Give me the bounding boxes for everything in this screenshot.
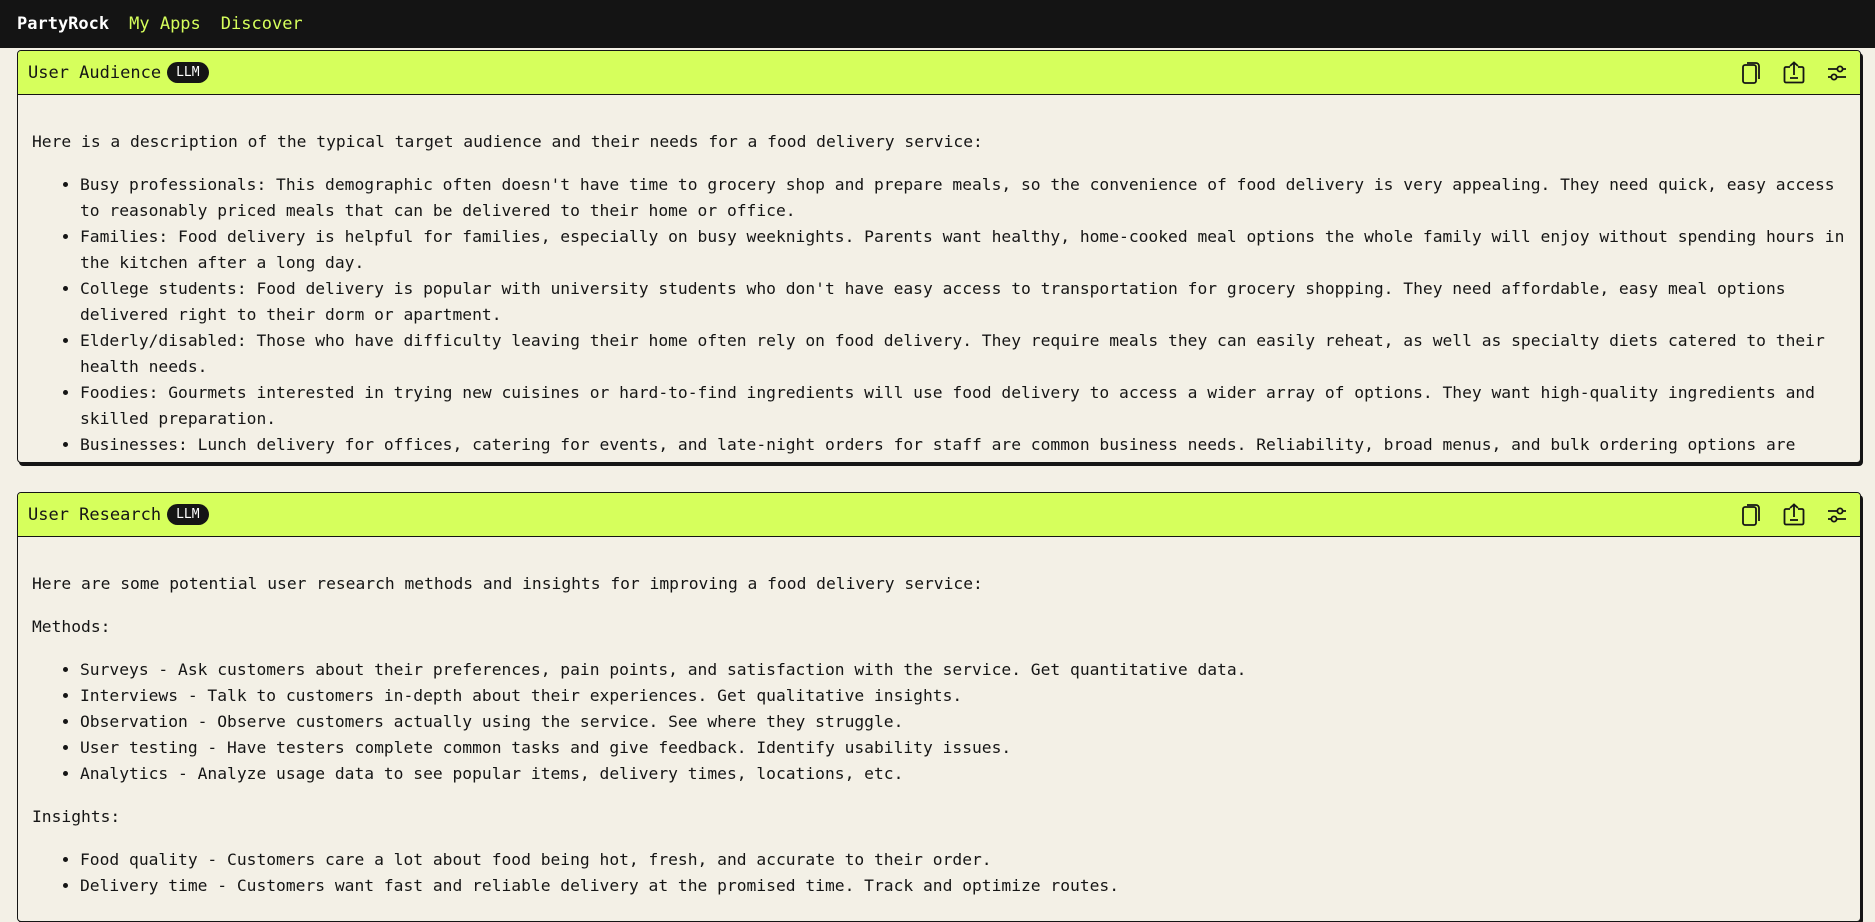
list-item: • Surveys - Ask customers about their preferences, pain points, and satisfaction with the service. Get quantitative data. [80,657,1846,683]
nav-discover[interactable]: Discover [220,14,303,34]
output-intro: Here is a description of the typical target audience and their needs for a food delivery service: [32,132,983,151]
widget-title: User Audience [28,62,162,83]
widget-header [18,493,1860,537]
list-item: • Businesses: Lunch delivery for offices, catering for events, and late-night orders for staff are common business needs. Reliability, broad menus, and bulk ordering options are [80,432,1846,458]
llm-badge: LLM [167,504,208,525]
widget-actions [1737,59,1850,86]
copy-icon[interactable] [1737,59,1764,86]
methods-list [32,657,1846,787]
audience-list [32,172,1846,458]
list-item: • Food quality - Customers care a lot about food being hot, fresh, and accurate to their order. [80,847,1846,873]
widget-actions [1737,501,1850,528]
widget-user-audience [17,50,1861,463]
list-item: • Busy professionals: This demographic often doesn't have time to grocery shop and prepare meals, so the convenience of food delivery is very appealing. They need quick, easy access to reasonably priced meals that can be delivered to their home or office. [80,172,1846,224]
list-item: • User testing - Have testers complete common tasks and give feedback. Identify usability issues. [80,735,1846,761]
widget-output [18,537,1860,899]
output-intro: Here are some potential user research methods and insights for improving a food delivery service: [32,574,983,593]
list-item: • Analytics - Analyze usage data to see popular items, delivery times, locations, etc. [80,761,1846,787]
list-item: • Families: Food delivery is helpful for families, especially on busy weeknights. Parents want healthy, home-cooked meal options the whole family will enjoy without spending hours in the kitchen after a long day. [80,224,1846,276]
insights-list [32,847,1846,899]
list-item: • Delivery time - Customers want fast and reliable delivery at the promised time. Track and optimize routes. [80,873,1846,899]
widget-output [18,95,1860,458]
widget-title: User Research [28,504,162,525]
nav-my-apps[interactable]: My Apps [129,14,201,34]
list-item: • Observation - Observe customers actually using the service. See where they struggle. [80,709,1846,735]
brand-logo[interactable]: PartyRock [17,14,110,34]
widget-user-research [17,492,1861,922]
top-nav-bar [0,0,1875,48]
share-icon[interactable] [1780,501,1807,528]
insights-heading: Insights: [32,807,121,826]
list-item: • College students: Food delivery is popular with university students who don't have easy access to transportation for grocery shopping. They need affordable, easy meal options delivered right to their dorm or apartment. [80,276,1846,328]
settings-sliders-icon[interactable] [1823,501,1850,528]
share-icon[interactable] [1780,59,1807,86]
llm-badge: LLM [167,62,208,83]
widget-header [18,51,1860,95]
list-item: • Foodies: Gourmets interested in trying new cuisines or hard-to-find ingredients will use food delivery to access a wider array of options. They want high-quality ingredients and skilled preparation. [80,380,1846,432]
copy-icon[interactable] [1737,501,1764,528]
list-item: • Interviews - Talk to customers in-depth about their experiences. Get qualitative insights. [80,683,1846,709]
settings-sliders-icon[interactable] [1823,59,1850,86]
list-item: • Elderly/disabled: Those who have difficulty leaving their home often rely on food delivery. They require meals they can easily reheat, as well as specialty diets catered to their health needs. [80,328,1846,380]
methods-heading: Methods: [32,617,111,636]
